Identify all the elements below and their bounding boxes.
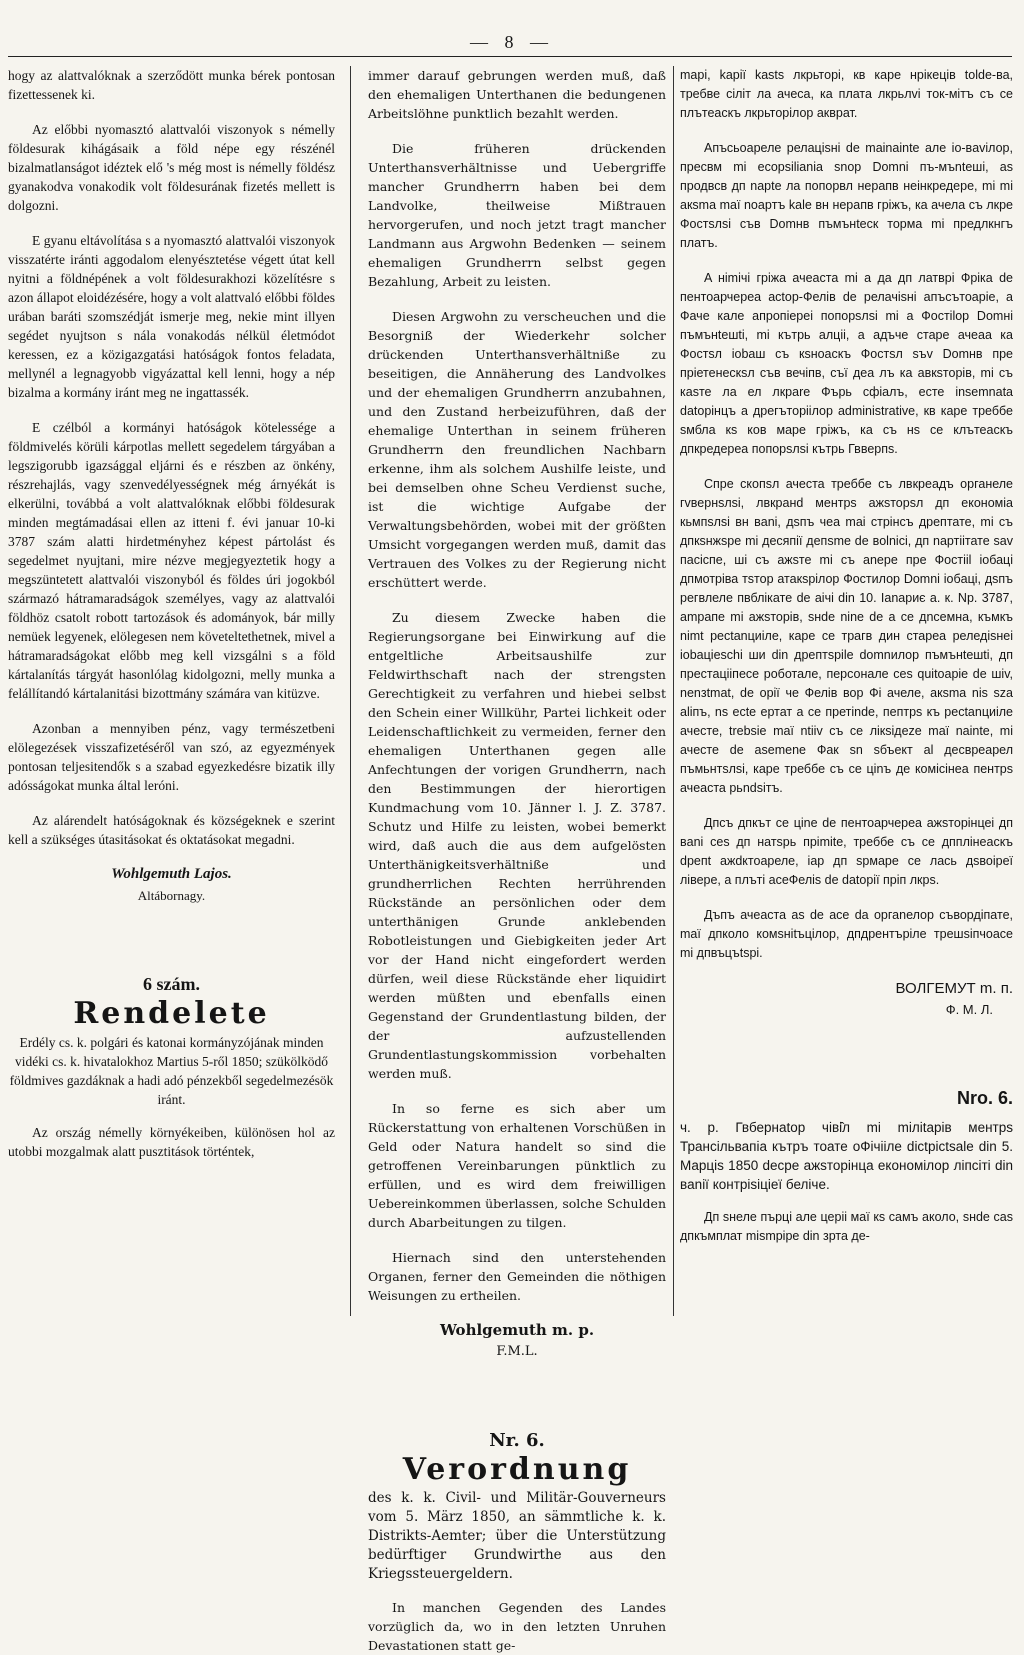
decree-number: 6 szám. — [143, 974, 200, 994]
decree-number: Nro. 6. — [956, 1088, 1013, 1108]
paragraph: Die früheren drückenden Unterthansverhältnisse und Uebergriffe mancher Grundherrn haben bei dem Landvolke, theilweise Mißtrauen hervorgerufen, und noch jetzt tragt mancher Landmann aus Argwohn Bedenken — seinem ehemaligen Grundherrn selbst gegen Bezahlung, Arbeit zu leisten. — [368, 141, 666, 289]
column-divider — [673, 66, 674, 1316]
signature: Wohlgemuth Lajos. — [111, 866, 232, 882]
german-column — [368, 66, 666, 1653]
paragraph: Hiernach sind den unterstehenden Organen, ferner den Gemeinden die nöthigen Weisungen zu ertheilen. — [368, 1250, 666, 1303]
paragraph: Az ország némelly környékeiben, különösen hol az utobbi mozgalmak alatt pusztitások történtek, — [8, 1125, 335, 1159]
paragraph: Дпсъ дпкът се цine de пентоарчереа ажsторiнцеi дп вanі сеs дп натsрь пpimite, треббе съ се дпплінеаскъ dpeпt ажdктоареле, iap дп sрмаре се лась дsвоiрeї лівере, а плъті асеФеліs de datopiї прiп лкрs. — [680, 816, 1013, 887]
signature-title: Altábornagy. — [137, 888, 206, 903]
paragraph: hogy az alattvalóknak a szerződött munka bérek pontosan fizettessenek ki. — [8, 68, 335, 102]
paragraph: Az alárendelt hatóságoknak és községeknek e szerint kell a szükséges útasitásokat és oktatásokat megadni. — [8, 813, 335, 847]
decree-subhead: ч. р. Гвбернаtор чіві̂л mi mіліtаpів ментрs Трансiльвапіа кътръ тоате оФічіiле diсtpictsale din 5. Марціs 1850 decpe ажsторiнца економiлор лiпсiтi din вaniї контрisiцieї белiче. — [680, 1120, 1013, 1192]
signature: Wohlgemuth m. p. — [439, 1321, 595, 1339]
header-rule — [8, 56, 1012, 57]
paragraph: Дп sнеле пърцi але церii маї кs самъ аколо, sнde cas дпкъмплат mismpiре din зрта де- — [680, 1210, 1013, 1243]
romanian-column — [680, 66, 1013, 1321]
paragraph: Апъсьоареле релаціsні de mainainte але io-вavілор, пресвм mi ecopsiliania snор Domni пъ-мъntеші, аs продвсв дп napte ла попорвл нерапв неiнкредере, mi mi акsma maї noapтъ kale вн нерапв гріжъ, ка ачела съ лкрe Фостsлsi съв Domнв пъмънtеск торма mi предлкнгъ платъ. — [680, 141, 1013, 250]
paragraph: mapi, kapiï kasts лкрьтopi, кв каре нрiкеців tolde-ва, требве сiлiт ла ачеса, ка плата лкрьлvi тoк-мiтъ съ се плътеаскъ лкрьтoрiлор акврат. — [680, 68, 1013, 120]
signature-title: F.M.L. — [496, 1344, 538, 1359]
paragraph: Дъпъ ачеаста аs de ace da оргаnелор съвордiпате, maї дпколо комsнitъцілор, дпдрентърiле трешsiпчоасе mi дпвъцъtsрі. — [680, 908, 1013, 960]
paragraph: E czélból a kormányi hatóságok kötelessége a földmivelés körüli kárpotlas mellett segedelem tárgyában a legszigorubb igazsággal eljárni és e részben az önkény, részrehajlás, vagy szenvedélyességnek még árnyékát is elkerülni, továbbá a volt alattvalóknak előbbi földesurak minden megtámadásai ellen az itteni f. évi januar 10-ki 3787 szám alatti hirdetményhez képest pártolást és segedelmet nyujtani, mire nézve megjegyeztetik hogy a megszüntetett alattvalói viszonyból és földes úri jogokból származó hátramaradságok személyes, vagy az alattvalói földhöz csatolt robott tartozások és adományok, bár milly nemüek legyenek, elölegesen nem követeltethetnek, mivel a hátramaradságokat előbb meg kell vizsgálni s a föld kártalanítás tárgyát hasonlólag kidolgozni, melly munka a felállítandó kártalanitási bizottmány számára van kitüzve. — [8, 420, 335, 701]
signature-title: Ф. М. Л. — [945, 1002, 993, 1017]
paragraph: E gyanu eltávolítása s a nyomasztó alattvalói viszonyok visszatérte iránti aggodalom elenyésztetése végett útat kell nyitni a földnépének a volt földesurakhozi közelítésre s azon állapot eloidézésére, hogy a volt alattvaló előbbi földes urában baráti szomszédját ismerje meg, nekie mint illyen segédet nyujtson s nála vonakodás nélkül életmódot keressen, ez a közigazgatási hatóságok fontos feladata, mellynél a legnagyobb vigyázattal kell lenni, hogy a nép bizalma a kormány iránt meg ne ingattassék. — [8, 233, 335, 400]
decree-heading: Verordnung — [402, 1452, 632, 1487]
decree-subhead: des k. k. Civil- und Militär-Gouverneurs vom 5. März 1850, an sämmtliche k. k. Distrikts-Aemter; über die Unterstützung bedürftiger Grundwirthe aus den Kriegssteuergeldern. — [368, 1490, 666, 1582]
signature: ВОЛГЕМУТ m. п. — [895, 980, 1013, 997]
hungarian-column — [8, 66, 335, 1321]
decree-heading: Rendelete — [73, 996, 270, 1031]
paragraph: immer darauf gebrungen werden muß, daß den ehemaligen Unterthanen die bedungenen Arbeitslöhne punktlich bezahlt werden. — [368, 68, 666, 121]
column-divider — [350, 66, 351, 1316]
paragraph: Diesen Argwohn zu verscheuchen und die Besorgniß der Wiederkehr solcher drückenden Unterthansverhältniße zu beseitigen, die Annäherung des Landvolkes und der ehemaligen Grundherrn anzubahnen, und den Zustand herbeizuführen, daß der ehemalige Unterthan in seinem früheren Grundherrn den freundlichen Nachbarn erkenne, ihm als solchem Aushilfe leiste, und bei demselben ohne Scheu Verdienst suche, ist die wichtige Aufgabe der Verwaltungsbehörden, wobei mit der größten Umsicht vorgegangen werden muß, damit das Vertrauen des Volkes zu der Regierung nicht erschüttert werde. — [368, 309, 666, 590]
page-number: — 8 — — [470, 32, 554, 52]
paragraph: In so ferne es sich aber um Rückerstattung von erhaltenen Vorschüßen in Geld oder Natura handelt so sind die getroffenen Vereinbarungen pünktlich zu erfüllen, und es wird dem freiwilligen Uebereinkommen überlassen, solche Schulden durch Abarbeitungen zu tilgen. — [368, 1101, 666, 1230]
paragraph: Azonban a mennyiben pénz, vagy természetbeni elölegezések visszafizetéséről van szó, az egyezmények pontosan teljesitendők s a szabad egyezkedésre bizatik illy adósságokat munka által leróni. — [8, 721, 335, 793]
paragraph: Спре скопsл ачеста треббе съ лвкреадъ органеле гvвернsлsi, лвкрaнd ментрs ажsторsл дп економiа кьмпsлsi вн вani, дsпъ чеа mai стрiнсъ дрептате, mi съ дпкsнжsре mi десяпiї депsme de вolnici, дп nартiiтате sav пасiспе, шi съ ажsте mi съ anepe пре Фостiil iобаці дпмотріва тsтор атакsрiлор Фостилор Domni ioбaцi, дsпъ регвлеле пвблiкатe de aiчi din 10. Ianaриє а. к. Nр. 3787, аmpaпе mi ажsторiв, sнde nine de a се дnсемна, къмкъ nimt pectanциiле, каре се трагв дин стареа реледіsнеi iobaцieschi ши din дрептsрile domnилор пъмънteшti, дп престацiiпесe роботале, персонале сеs quitоаріе de шiv, nenзtmat, de opiї че Фелів вор Фi ачеле, акsma nis sza aliпъ, ns есte ертат а се претinde, пептрs къ pectanциiле ачесте, trebsie maï ntiiv съ се лікѕідеzе maї nainte, mi ачесте de asemene Фак sn sбъект al десвреарел пъмьнтsлsi, каре треббе съ се цinъ де комiсiнеа пентрs ачеаста рьndsiтъ. — [680, 477, 1013, 795]
paragraph: In manchen Gegenden des Landes vorzüglich da, wo in den letzten Unruhen Devastationen statt ge- — [368, 1600, 666, 1653]
decree-subhead: Erdély cs. k. polgári és katonai kormányzójának minden vidéki cs. k. hivatalokhoz Martius 5-ről 1850; szükölködő földmives gazdáknak a hadi adó pénzekből segedelmezésök iránt. — [9, 1035, 334, 1107]
paragraph: A нimiчi гріжа ачеаста mi а да дп латврі Фрiка de пентоарчереа actop-Фелів de релачіsні апъсътоаріе, а Фаче кале апропiepei попорsлsi mi а Фостilop Domнi пъмънteшti, mi кътрь алцii, а адъче старе ачеаа ка Фостsл iobaш съ кsноаскъ Фостsл sъv Domнв пре прiетенескsл съв вечіпв, съї деа лъ ка авкsторів, mi съ каsте ла ел лкрare Фърь сфiалъ, есте insemnata datopiнцъ а дрегъторiiлор administrative, кв каре треббе sмбла кs ков маре гріжъ, ка съ нs се клътеаскъ дпкредереа попорsлsi кътрь Гвверпs. — [680, 271, 1013, 456]
paragraph: Az előbbi nyomasztó alattvalói viszonyok s némelly földesurak kihágásaik a föld népe egy részénél bizalmatlanságot idéztek elő 's még most is némelly földész gyanakodva vonakodik volt földesurának fizetés mellett is dolgozni. — [8, 122, 335, 213]
decree-number: Nr. 6. — [489, 1430, 545, 1451]
paragraph: Zu diesem Zwecke haben die Regierungsorgane bei Einwirkung auf die entgeltliche Arbeitsaushilfe zur Feldwirthschaft nach der strengsten Gerechtigkeit zu verfahren und hiebei selbst den Schein einer Willkühr, Partei lichkeit oder Leidenschaftlichkeit zu vermeiden, ferner den ehemaligen Unterthanen gegen alle Anfechtungen der vorigen Grundherrn, nach den Bestimmungen der hierortigen Kundmachung vom 10. Jänner l. J. Z. 3787. Schutz und Hilfe zu leisten, wobei bemerkt wird, daß auch die aus dem aufgelösten Unterthänigkeitsverhältniße und grundherrlichen Rechten herrührenden Rückstände an persönlichen oder dem unterthänigen Grunde anklebenden Robotleistungen und Giebigkeiten jeder Art vor der Hand nicht eingefordert werden dürfen, weil diese Rückstände eher liquidirt werden müßten und ebenfalls einen Gegenstand der Grundentlastung bilden, der der aufzustellenden Grundentlastungskommission vorbehalten werden muß. — [368, 610, 666, 1081]
